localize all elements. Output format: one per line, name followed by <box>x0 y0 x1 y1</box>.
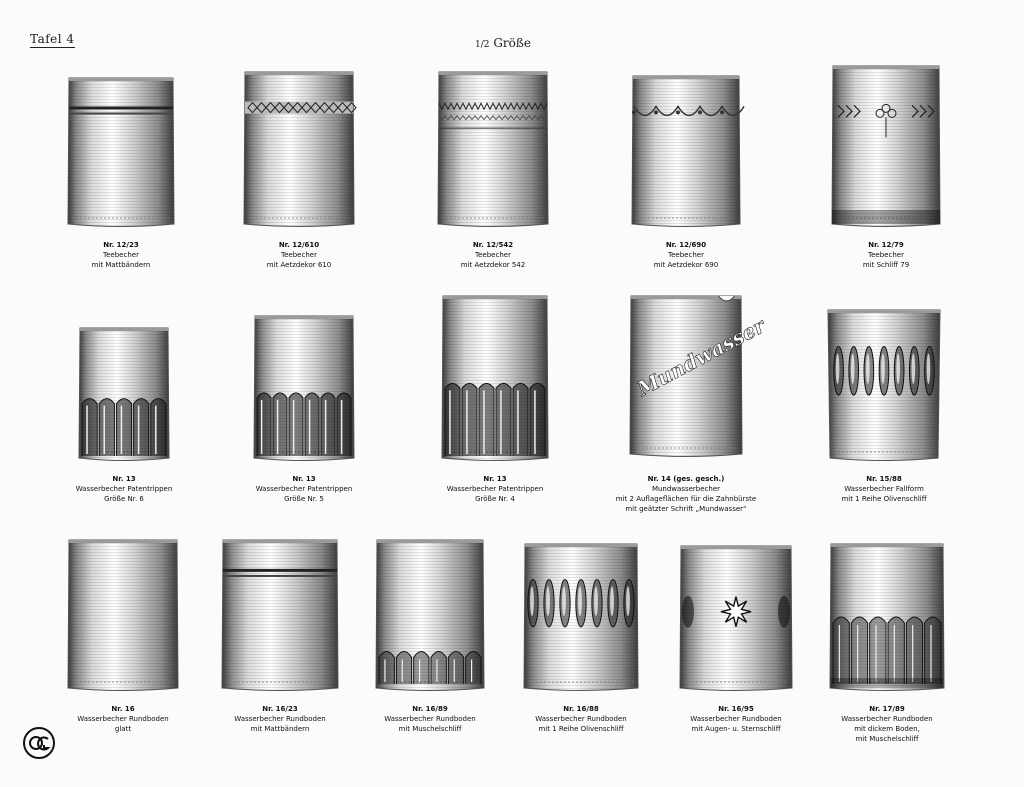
caption-number: Nr. 12/690 <box>665 241 707 249</box>
caption-number: Nr. 12/610 <box>278 241 320 249</box>
caption-number: Nr. 16 <box>111 705 135 713</box>
plate-number: Tafel 4 <box>30 32 75 46</box>
caption-number: Nr. 16/89 <box>412 705 448 713</box>
caption-line-2: mit Mattbändern <box>250 725 310 733</box>
glass-illustration <box>628 296 769 458</box>
caption-line-1: Teebecher <box>103 251 139 259</box>
glass-shading <box>244 72 354 227</box>
caption-number: Nr. 12/542 <box>472 241 514 249</box>
caption-line-2: Größe Nr. 5 <box>284 495 324 503</box>
caption-line-2: mit Aetzdekor 610 <box>266 261 332 269</box>
glass-caption <box>199 240 399 270</box>
caption-line-2: mit Aetzdekor 542 <box>460 261 526 269</box>
caption-line-1: Wasserbecher Patentrippen <box>255 485 353 493</box>
caption-line-1: Wasserbecher Rundboden <box>77 715 169 723</box>
scale-note <box>475 36 531 50</box>
caption-line-1: Wasserbecher Patentrippen <box>75 485 173 493</box>
caption-number: Nr. 13 <box>112 475 136 483</box>
caption-line-1: Mundwasserbecher <box>651 485 721 493</box>
glass-illustration <box>828 544 946 692</box>
glass-caption <box>21 240 221 270</box>
caption-number: Nr. 13 <box>292 475 316 483</box>
glass-caption <box>204 474 404 504</box>
caption-line-2: mit Aetzdekor 690 <box>653 261 719 269</box>
caption-line-2: Größe Nr. 6 <box>104 495 144 503</box>
caption-line-3: mit geätzter Schrift „Mundwasser“ <box>625 505 747 513</box>
glass-illustration <box>436 72 550 228</box>
caption-line-1: Teebecher <box>281 251 317 259</box>
caption-number: Nr. 15/88 <box>866 475 902 483</box>
glass-illustration <box>220 540 340 692</box>
etched-script: Mundwasser <box>633 313 769 401</box>
glass-shading <box>68 78 174 227</box>
caption-line-3: mit Muschelschliff <box>855 735 919 743</box>
glass-caption <box>586 240 786 270</box>
caption-line-2: mit Schliff 79 <box>862 261 910 269</box>
glass-illustration <box>252 316 356 462</box>
caption-number: Nr. 12/79 <box>868 241 904 249</box>
caption-line-1: Wasserbecher Fallform <box>844 485 924 493</box>
glass-shading <box>832 66 940 227</box>
caption-line-2: glatt <box>114 725 132 733</box>
caption-number: Nr. 16/95 <box>718 705 754 713</box>
glass-caption <box>393 240 593 270</box>
glass-illustration <box>678 546 794 692</box>
caption-line-1: Wasserbecher Patentrippen <box>446 485 544 493</box>
glass-caption <box>586 474 786 514</box>
glass-caption <box>786 240 986 270</box>
caption-line-1: Wasserbecher Rundboden <box>841 715 933 723</box>
glass-illustration <box>522 544 640 692</box>
caption-line-1: Teebecher <box>475 251 511 259</box>
caption-number: Nr. 14 (ges. gesch.) <box>647 475 725 483</box>
glass-caption <box>24 474 224 504</box>
glass-illustration <box>77 328 171 462</box>
glass-illustration <box>830 66 942 228</box>
caption-number: Nr. 16/88 <box>563 705 599 713</box>
scale-fraction: 1/2 <box>475 40 490 50</box>
caption-line-2: mit Mattbändern <box>91 261 151 269</box>
glass-illustration <box>374 540 486 692</box>
caption-number: Nr. 16/23 <box>262 705 298 713</box>
caption-line-1: Wasserbecher Rundboden <box>234 715 326 723</box>
glass-illustration <box>828 310 940 462</box>
caption-line-2: mit Augen- u. Sternschliff <box>691 725 781 733</box>
caption-line-1: Wasserbecher Rundboden <box>535 715 627 723</box>
caption-line-2: mit dickem Boden, <box>854 725 920 733</box>
caption-line-1: Wasserbecher Rundboden <box>690 715 782 723</box>
glass-caption <box>787 704 987 744</box>
glass-illustration <box>66 78 176 228</box>
caption-line-1: Teebecher <box>668 251 704 259</box>
glass-shading <box>632 76 740 227</box>
caption-line-2: mit 1 Reihe Olivenschliff <box>841 495 927 503</box>
og-logo <box>22 726 56 764</box>
caption-number: Nr. 12/23 <box>103 241 139 249</box>
caption-number: Nr. 13 <box>483 475 507 483</box>
glass-illustration <box>440 296 550 462</box>
glass-caption <box>395 474 595 504</box>
caption-line-2: mit Muschelschliff <box>398 725 462 733</box>
caption-line-2: mit 1 Reihe Olivenschliff <box>538 725 624 733</box>
caption-line-2: mit 2 Auflageflächen für die Zahnbürste <box>615 495 757 503</box>
caption-line-2: Größe Nr. 4 <box>475 495 515 503</box>
glass-shading <box>68 540 178 691</box>
glass-caption <box>784 474 984 504</box>
glass-shading <box>438 72 548 227</box>
scale-word: Größe <box>493 36 531 50</box>
caption-number: Nr. 17/89 <box>869 705 905 713</box>
glass-shading <box>222 540 338 691</box>
caption-line-1: Teebecher <box>868 251 904 259</box>
glass-illustration <box>242 72 356 228</box>
glass-illustration <box>630 76 742 228</box>
caption-line-1: Wasserbecher Rundboden <box>384 715 476 723</box>
glass-illustration <box>66 540 180 692</box>
